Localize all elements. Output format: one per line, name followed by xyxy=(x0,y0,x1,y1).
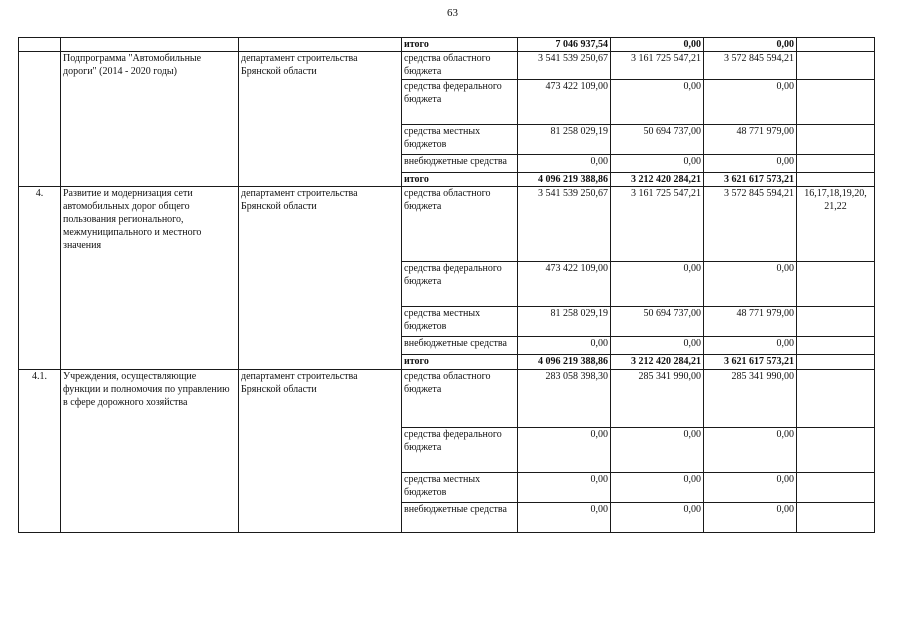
fund-label-cell: средства местных бюджетов xyxy=(402,307,518,337)
table-row xyxy=(19,52,875,80)
value-cell: 81 258 029,19 xyxy=(518,125,611,155)
value-cell: 3 161 725 547,21 xyxy=(611,52,704,80)
executor-cell: департамент строительства Брянской области xyxy=(239,187,402,370)
value-cell: 81 258 029,19 xyxy=(518,307,611,337)
refs-cell xyxy=(797,52,875,80)
refs-cell xyxy=(797,473,875,503)
value-cell: 0,00 xyxy=(611,80,704,125)
value-cell: 0,00 xyxy=(704,337,797,355)
value-cell: 50 694 737,00 xyxy=(611,307,704,337)
fund-label-cell: итого xyxy=(402,38,518,52)
executor-cell: департамент строительства Брянской области xyxy=(239,370,402,533)
value-cell: 0,00 xyxy=(704,473,797,503)
fund-label-cell: итого xyxy=(402,173,518,187)
value-cell: 0,00 xyxy=(518,473,611,503)
refs-cell xyxy=(797,428,875,473)
fund-label-cell: средства местных бюджетов xyxy=(402,473,518,503)
refs-cell xyxy=(797,80,875,125)
value-cell: 283 058 398,30 xyxy=(518,370,611,428)
row-number-cell: 4. xyxy=(19,187,61,370)
row-number-cell xyxy=(19,52,61,187)
program-name-cell: Развитие и модернизация сети автомобильных дорог общего пользования регионального, межмуниципального и местного значения xyxy=(61,187,239,370)
value-cell: 4 096 219 388,86 xyxy=(518,355,611,370)
fund-label-cell: внебюджетные средства xyxy=(402,503,518,533)
value-cell: 0,00 xyxy=(704,80,797,125)
fund-label-cell: средства федерального бюджета xyxy=(402,262,518,307)
value-cell: 3 541 539 250,67 xyxy=(518,187,611,262)
table-row xyxy=(19,187,875,262)
fund-label-cell: средства местных бюджетов xyxy=(402,125,518,155)
value-cell: 3 541 539 250,67 xyxy=(518,52,611,80)
value-cell: 0,00 xyxy=(704,155,797,173)
fund-label-cell: средства областного бюджета xyxy=(402,187,518,262)
value-cell: 3 212 420 284,21 xyxy=(611,173,704,187)
value-cell: 0,00 xyxy=(611,503,704,533)
refs-cell xyxy=(797,125,875,155)
value-cell: 0,00 xyxy=(611,262,704,307)
refs-cell xyxy=(797,155,875,173)
name-cell xyxy=(61,38,239,52)
value-cell: 0,00 xyxy=(611,337,704,355)
value-cell: 473 422 109,00 xyxy=(518,262,611,307)
refs-cell xyxy=(797,38,875,52)
executor-cell xyxy=(239,38,402,52)
page-number: 63 xyxy=(447,7,458,19)
executor-cell: департамент строительства Брянской области xyxy=(239,52,402,187)
value-cell: 0,00 xyxy=(704,262,797,307)
refs-cell xyxy=(797,355,875,370)
value-cell: 4 096 219 388,86 xyxy=(518,173,611,187)
refs-cell: 16,17,18,19,20, 21,22 xyxy=(797,187,875,262)
value-cell: 0,00 xyxy=(518,155,611,173)
fund-label-cell: средства федерального бюджета xyxy=(402,428,518,473)
program-name-cell: Учреждения, осуществляющие функции и полномочия по управлению в сфере дорожного хозяйства xyxy=(61,370,239,533)
budget-table xyxy=(18,37,875,533)
refs-cell xyxy=(797,262,875,307)
value-cell: 7 046 937,54 xyxy=(518,38,611,52)
row-number-cell: 4.1. xyxy=(19,370,61,533)
value-cell: 473 422 109,00 xyxy=(518,80,611,125)
value-cell: 0,00 xyxy=(611,473,704,503)
refs-cell xyxy=(797,370,875,428)
row-number-cell xyxy=(19,38,61,52)
value-cell: 3 621 617 573,21 xyxy=(704,355,797,370)
refs-cell xyxy=(797,173,875,187)
fund-label-cell: средства федерального бюджета xyxy=(402,80,518,125)
value-cell: 3 572 845 594,21 xyxy=(704,187,797,262)
fund-label-cell: средства областного бюджета xyxy=(402,370,518,428)
table-row xyxy=(19,370,875,428)
fund-label-cell: итого xyxy=(402,355,518,370)
value-cell: 3 621 617 573,21 xyxy=(704,173,797,187)
value-cell: 0,00 xyxy=(704,503,797,533)
value-cell: 48 771 979,00 xyxy=(704,125,797,155)
value-cell: 48 771 979,00 xyxy=(704,307,797,337)
value-cell: 50 694 737,00 xyxy=(611,125,704,155)
value-cell: 0,00 xyxy=(611,155,704,173)
value-cell: 0,00 xyxy=(611,428,704,473)
value-cell: 3 572 845 594,21 xyxy=(704,52,797,80)
value-cell: 0,00 xyxy=(704,428,797,473)
value-cell: 3 161 725 547,21 xyxy=(611,187,704,262)
fund-label-cell: внебюджетные средства xyxy=(402,155,518,173)
refs-cell xyxy=(797,337,875,355)
refs-cell xyxy=(797,503,875,533)
fund-label-cell: внебюджетные средства xyxy=(402,337,518,355)
value-cell: 0,00 xyxy=(611,38,704,52)
program-name-cell: Подпрограмма "Автомобильные дороги" (2014 - 2020 годы) xyxy=(61,52,239,187)
value-cell: 0,00 xyxy=(518,337,611,355)
refs-cell xyxy=(797,307,875,337)
value-cell: 0,00 xyxy=(518,428,611,473)
value-cell: 285 341 990,00 xyxy=(611,370,704,428)
value-cell: 285 341 990,00 xyxy=(704,370,797,428)
value-cell: 0,00 xyxy=(518,503,611,533)
fund-label-cell: средства областного бюджета xyxy=(402,52,518,80)
value-cell: 0,00 xyxy=(704,38,797,52)
value-cell: 3 212 420 284,21 xyxy=(611,355,704,370)
table-row xyxy=(19,38,875,52)
